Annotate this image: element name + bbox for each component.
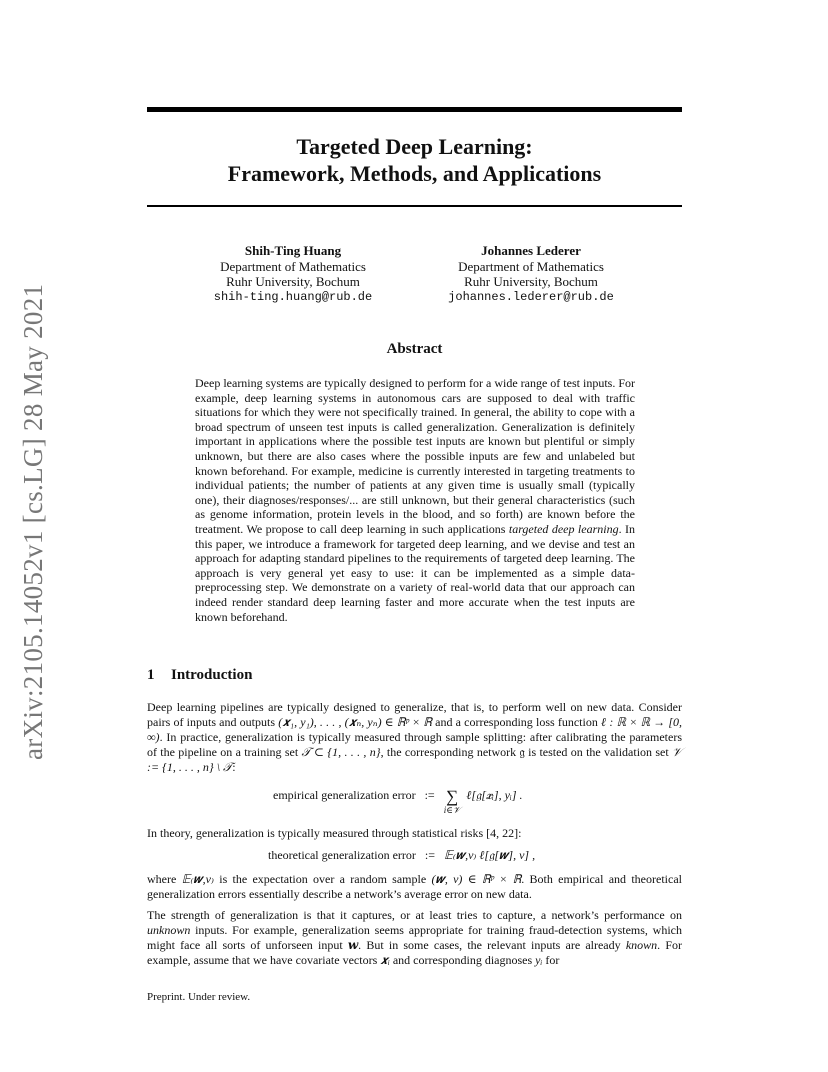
section-title: Introduction	[171, 667, 253, 683]
math-inline: 𝒯 ⊂ {1, . . . , n}	[301, 745, 381, 759]
author-affiliation: Ruhr University, Bochum	[226, 274, 360, 289]
text-run: is the expectation over a random sample	[213, 872, 432, 886]
intro-paragraph-1	[147, 700, 682, 775]
text-run: . For example, assume that we have covariate vectors	[147, 938, 682, 967]
author-block-2	[416, 243, 646, 305]
author-name: Johannes Lederer	[481, 243, 581, 258]
math-inline: 𝒱 := {1, . . . , n} \ 𝒯	[147, 745, 682, 774]
equation-empirical-error	[273, 788, 523, 815]
abstract-emphasis: targeted deep learning	[508, 521, 619, 536]
text-run: and a corresponding loss function	[431, 715, 601, 729]
equation-label: theoretical generalization error	[268, 848, 416, 862]
text-run: :	[232, 760, 236, 774]
title-bottom-rule	[147, 205, 682, 207]
math-inline: (𝒘, v) ∈ ℝᵖ × ℝ	[431, 872, 522, 886]
math-inline: ℓ : ℝ × ℝ → [0, ∞)	[147, 715, 682, 744]
section-number: 1	[147, 667, 155, 683]
abstract-heading: Abstract	[386, 341, 443, 357]
abstract-text	[195, 376, 635, 624]
equation-label: empirical generalization error	[273, 788, 416, 802]
text-run: . In practice, generalization is typically measured through sample splitting: after calibrating the parameters of the pipeline on a training set	[147, 730, 682, 759]
math-inline: 𝔤	[519, 745, 525, 759]
math-inline: 𝔼₍𝒘,v₎	[181, 872, 214, 886]
equation-theoretical-error	[268, 848, 535, 863]
text-run: Deep learning pipelines are typically designed to generalize, that is, to perform well on new data. Consider pairs of inputs and outputs	[147, 700, 682, 729]
math-inline: 𝒙ᵢ	[380, 953, 390, 967]
paper-title	[147, 133, 682, 187]
text-run: The strength of generalization is that it captures, or at least tries to capture, a network’s performance on	[147, 908, 682, 922]
text-run: . Both empirical and theoretical generalization errors essentially describe a network’s average error on new data.	[147, 872, 682, 901]
intro-paragraph-4	[147, 908, 682, 968]
text-run: where	[147, 872, 182, 886]
author-email: johannes.lederer@rub.de	[448, 289, 614, 304]
equation-define: :=	[424, 788, 435, 802]
section-heading	[147, 667, 252, 684]
text-run: . But in some cases, the relevant inputs are already	[358, 938, 626, 952]
text-run: and corresponding diagnoses	[389, 953, 536, 967]
intro-paragraph-3	[147, 872, 682, 902]
title-line-2: Framework, Methods, and Applications	[227, 161, 602, 186]
author-affiliation: Ruhr University, Bochum	[464, 274, 598, 289]
text-emphasis: unknown	[147, 923, 191, 937]
text-run: inputs. For example, generalization seems appropriate for training fraud-detection systems, which might face all sorts of unforseen input	[147, 923, 682, 952]
abstract-part: . In this paper, we introduce a framework for targeted deep learning, and we devise and test an approach for adapting standard pipelines to the requirements of targeted deep learning. The approach is very general yet easy to use: it can be implemented as a simple data-preprocessing step. We demonstrate on a variety of real-world data that our approach can indeed render standard deep learning faster and more accurate when the test inputs are known beforehand.	[195, 521, 635, 624]
author-block-1	[178, 243, 408, 305]
math-inline: (𝒙₁, y₁), . . . , (𝒙ₙ, yₙ) ∈ ℝᵖ × ℝ	[278, 715, 432, 729]
author-department: Department of Mathematics	[458, 258, 604, 274]
author-name: Shih-Ting Huang	[244, 243, 342, 258]
author-email: shih-ting.huang@rub.de	[213, 289, 373, 304]
title-top-rule	[147, 107, 682, 112]
text-emphasis: known	[625, 938, 658, 952]
title-line-1: Targeted Deep Learning:	[296, 134, 533, 159]
equation-define: :=	[424, 848, 436, 862]
sum-subscript: i∈𝒱	[443, 805, 461, 815]
math-inline: 𝒘	[347, 938, 359, 952]
equation-expression: 𝔼₍𝒘,v₎ ℓ[𝔤[𝒘], v] ,	[444, 848, 536, 862]
intro-paragraph-2: In theory, generalization is typically measured through statistical risks [4, 22]:	[147, 826, 522, 840]
sum-sign: ∑	[445, 787, 459, 806]
math-inline: yᵢ	[535, 953, 543, 967]
abstract-part: Deep learning systems are typically designed to perform for a wide range of test inputs. For example, deep learning systems in autonomous cars are supposed to deal with traffic situations for which they were not specifically trained. In general, the ability to cope with a broad spectrum of unseen test inputs is called generalization. Generalization is definitely important in applications where the possible test inputs are known but plentiful or simply unknown, but there are also cases where the possible inputs are few and unlabeled but known beforehand. For example, medicine is currently interested in targeting treatments to individual patients; the number of patients at any given time is usually small (typically one), their diagnoses/responses/... are still unknown, but their general characteristics (such as genome information, protein levels in the blood, and so forth) are known before the treatment. We propose to call deep learning in such applications	[195, 376, 635, 536]
footer-note: Preprint. Under review.	[147, 991, 251, 1003]
equation-expression: ℓ[𝔤[𝒙ᵢ], yᵢ] .	[466, 788, 523, 802]
text-run: is tested on the validation set	[524, 745, 672, 759]
text-run: for	[542, 953, 560, 967]
text-run: , the corresponding network	[380, 745, 520, 759]
author-department: Department of Mathematics	[220, 258, 366, 274]
arxiv-stamp: arXiv:2105.14052v1 [cs.LG] 28 May 2021	[18, 283, 48, 760]
equation-sum	[444, 788, 461, 815]
